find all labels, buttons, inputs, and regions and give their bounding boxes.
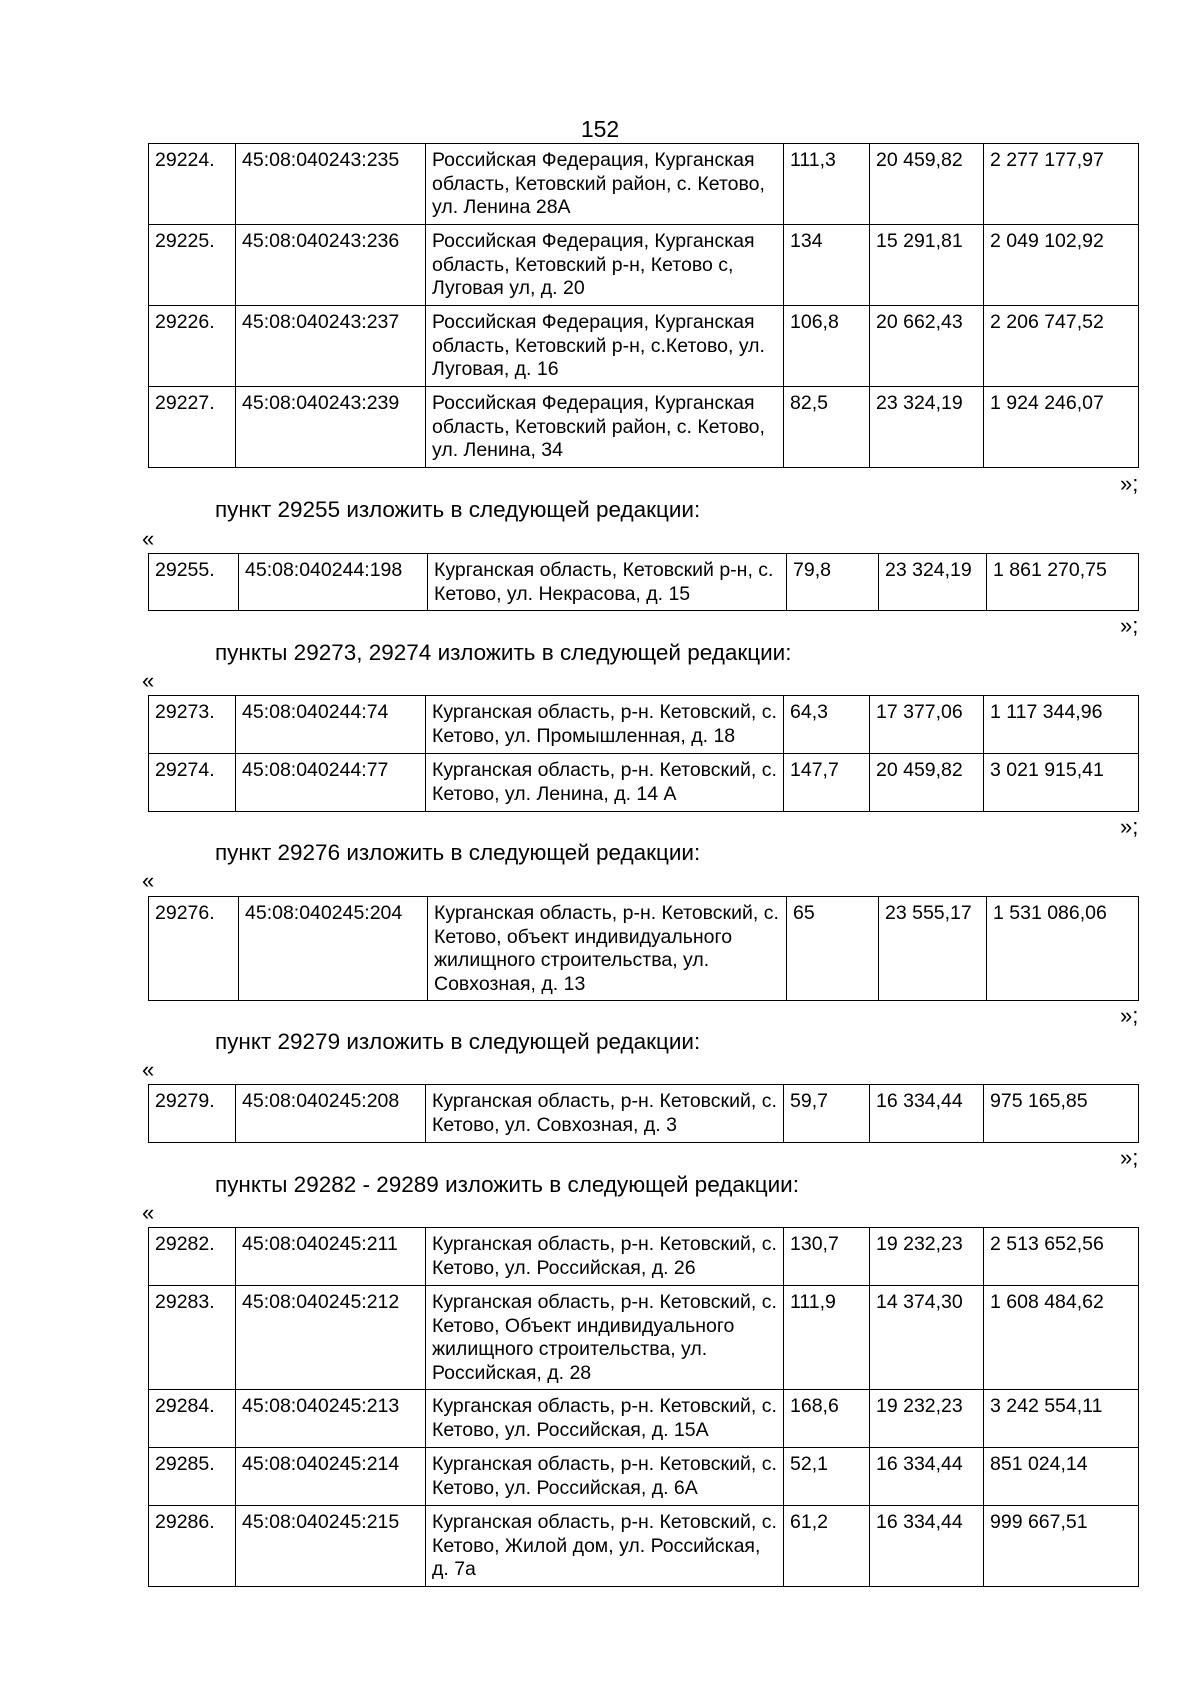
address: Курганская область, р-н. Кетовский, с. Кетово, ул. Российская, д. 26: [426, 1228, 784, 1286]
table-section-29224: [148, 143, 1138, 468]
address: Курганская область, р-н. Кетовский, с. Кетово, ул. Промышленная, д. 18: [426, 696, 784, 754]
opening-quote: «: [142, 668, 155, 693]
table-row: [149, 144, 1139, 225]
cadastral-number: 45:08:040245:215: [236, 1506, 426, 1587]
cadastral-number: 45:08:040245:214: [236, 1448, 426, 1506]
address: Российская Федерация, Курганская область, Кетовский р-н, Кетово с, Луговая ул, д. 20: [426, 225, 784, 306]
row-number: 29224.: [149, 144, 236, 225]
cadastral-value: 1 861 270,75: [987, 554, 1139, 611]
row-number: 29284.: [149, 1390, 236, 1448]
cadastral-number: 45:08:040245:213: [236, 1390, 426, 1448]
amendment-intro: пункт 29255 изложить в следующей редакции:: [215, 497, 701, 522]
cadastral-number: 45:08:040245:204: [239, 897, 428, 1001]
rate: 23 555,17: [879, 897, 987, 1001]
amendment-intro: пункты 29282 - 29289 изложить в следующей редакции:: [215, 1172, 799, 1197]
rate: 15 291,81: [870, 225, 984, 306]
cadastral-number: 45:08:040245:212: [236, 1286, 426, 1390]
property-table: [148, 1084, 1139, 1143]
row-number: 29282.: [149, 1228, 236, 1286]
area: 111,9: [784, 1286, 870, 1390]
property-table: [148, 1227, 1139, 1587]
cadastral-value: 999 667,51: [984, 1506, 1139, 1587]
table-row: [149, 897, 1139, 1001]
area: 111,3: [784, 144, 870, 225]
address: Российская Федерация, Курганская область, Кетовский район, с. Кетово, ул. Ленина, 34: [426, 387, 784, 468]
address: Курганская область, р-н. Кетовский, с. Кетово, ул. Ленина, д. 14 А: [426, 754, 784, 812]
rate: 17 377,06: [870, 696, 984, 754]
area: 134: [784, 225, 870, 306]
closing-quote: »;: [1120, 471, 1139, 496]
table-section-29273: [148, 695, 1138, 812]
row-number: 29225.: [149, 225, 236, 306]
row-number: 29227.: [149, 387, 236, 468]
row-number: 29285.: [149, 1448, 236, 1506]
rate: 23 324,19: [870, 387, 984, 468]
table-row: [149, 1448, 1139, 1506]
cadastral-number: 45:08:040244:198: [239, 554, 428, 611]
row-number: 29286.: [149, 1506, 236, 1587]
opening-quote: «: [142, 526, 155, 551]
row-number: 29226.: [149, 306, 236, 387]
cadastral-value: 2 049 102,92: [984, 225, 1139, 306]
area: 61,2: [784, 1506, 870, 1587]
closing-quote: »;: [1120, 1003, 1139, 1028]
cadastral-value: 1 117 344,96: [984, 696, 1139, 754]
amendment-intro: пункт 29279 изложить в следующей редакции:: [215, 1029, 701, 1054]
opening-quote: «: [142, 1200, 155, 1225]
table-row: [149, 754, 1139, 812]
row-number: 29279.: [149, 1085, 236, 1143]
table-row: [149, 554, 1139, 611]
row-number: 29273.: [149, 696, 236, 754]
table-row: [149, 306, 1139, 387]
address: Курганская область, р-н. Кетовский, с. Кетово, Объект индивидуального жилищного строительства, ул. Российская, д. 28: [426, 1286, 784, 1390]
amendment-intro: пункт 29276 изложить в следующей редакции:: [215, 840, 701, 865]
cadastral-number: 45:08:040244:74: [236, 696, 426, 754]
cadastral-value: 2 206 747,52: [984, 306, 1139, 387]
table-row: [149, 1085, 1139, 1143]
amendment-intro: пункты 29273, 29274 изложить в следующей редакции:: [215, 640, 792, 665]
cadastral-value: 2 513 652,56: [984, 1228, 1139, 1286]
rate: 16 334,44: [870, 1506, 984, 1587]
rate: 16 334,44: [870, 1448, 984, 1506]
closing-quote: »;: [1120, 814, 1139, 839]
cadastral-number: 45:08:040243:235: [236, 144, 426, 225]
cadastral-value: 3 242 554,11: [984, 1390, 1139, 1448]
rate: 14 374,30: [870, 1286, 984, 1390]
area: 64,3: [784, 696, 870, 754]
area: 59,7: [784, 1085, 870, 1143]
rate: 20 459,82: [870, 754, 984, 812]
table-section-29255: [148, 553, 1138, 611]
cadastral-value: 1 924 246,07: [984, 387, 1139, 468]
rate: 20 662,43: [870, 306, 984, 387]
opening-quote: «: [142, 868, 155, 893]
rate: 20 459,82: [870, 144, 984, 225]
row-number: 29255.: [149, 554, 239, 611]
address: Курганская область, Кетовский р-н, с. Кетово, ул. Некрасова, д. 15: [428, 554, 787, 611]
cadastral-number: 45:08:040244:77: [236, 754, 426, 812]
opening-quote: «: [142, 1057, 155, 1082]
rate: 19 232,23: [870, 1228, 984, 1286]
address: Курганская область, р-н. Кетовский, с. Кетово, ул. Российская, д. 15А: [426, 1390, 784, 1448]
area: 65: [787, 897, 879, 1001]
area: 106,8: [784, 306, 870, 387]
area: 168,6: [784, 1390, 870, 1448]
address: Курганская область, р-н. Кетовский, с. Кетово, Жилой дом, ул. Российская, д. 7а: [426, 1506, 784, 1587]
row-number: 29276.: [149, 897, 239, 1001]
table-row: [149, 1228, 1139, 1286]
property-table: [148, 143, 1139, 468]
cadastral-number: 45:08:040243:236: [236, 225, 426, 306]
address: Курганская область, р-н. Кетовский, с. Кетово, объект индивидуального жилищного строительства, ул. Совхозная, д. 13: [428, 897, 787, 1001]
area: 130,7: [784, 1228, 870, 1286]
cadastral-value: 2 277 177,97: [984, 144, 1139, 225]
address: Российская Федерация, Курганская область, Кетовский р-н, с.Кетово, ул. Луговая, д. 16: [426, 306, 784, 387]
area: 52,1: [784, 1448, 870, 1506]
cadastral-value: 1 531 086,06: [987, 897, 1139, 1001]
table-section-29279: [148, 1084, 1138, 1143]
table-row: [149, 387, 1139, 468]
closing-quote: »;: [1120, 613, 1139, 638]
rate: 23 324,19: [879, 554, 987, 611]
cadastral-value: 851 024,14: [984, 1448, 1139, 1506]
row-number: 29283.: [149, 1286, 236, 1390]
cadastral-value: 1 608 484,62: [984, 1286, 1139, 1390]
page-number: 152: [580, 116, 620, 142]
table-section-29282: [148, 1227, 1138, 1587]
area: 147,7: [784, 754, 870, 812]
property-table: [148, 896, 1139, 1001]
cadastral-number: 45:08:040243:237: [236, 306, 426, 387]
property-table: [148, 553, 1139, 611]
row-number: 29274.: [149, 754, 236, 812]
table-row: [149, 1506, 1139, 1587]
rate: 16 334,44: [870, 1085, 984, 1143]
address: Российская Федерация, Курганская область, Кетовский район, с. Кетово, ул. Ленина 28А: [426, 144, 784, 225]
area: 82,5: [784, 387, 870, 468]
address: Курганская область, р-н. Кетовский, с. Кетово, ул. Совхозная, д. 3: [426, 1085, 784, 1143]
cadastral-value: 3 021 915,41: [984, 754, 1139, 812]
table-row: [149, 696, 1139, 754]
table-row: [149, 225, 1139, 306]
closing-quote: »;: [1120, 1145, 1139, 1170]
cadastral-value: 975 165,85: [984, 1085, 1139, 1143]
cadastral-number: 45:08:040245:208: [236, 1085, 426, 1143]
table-row: [149, 1286, 1139, 1390]
address: Курганская область, р-н. Кетовский, с. Кетово, ул. Российская, д. 6А: [426, 1448, 784, 1506]
property-table: [148, 695, 1139, 812]
cadastral-number: 45:08:040245:211: [236, 1228, 426, 1286]
area: 79,8: [787, 554, 879, 611]
table-section-29276: [148, 896, 1138, 1001]
table-row: [149, 1390, 1139, 1448]
rate: 19 232,23: [870, 1390, 984, 1448]
cadastral-number: 45:08:040243:239: [236, 387, 426, 468]
